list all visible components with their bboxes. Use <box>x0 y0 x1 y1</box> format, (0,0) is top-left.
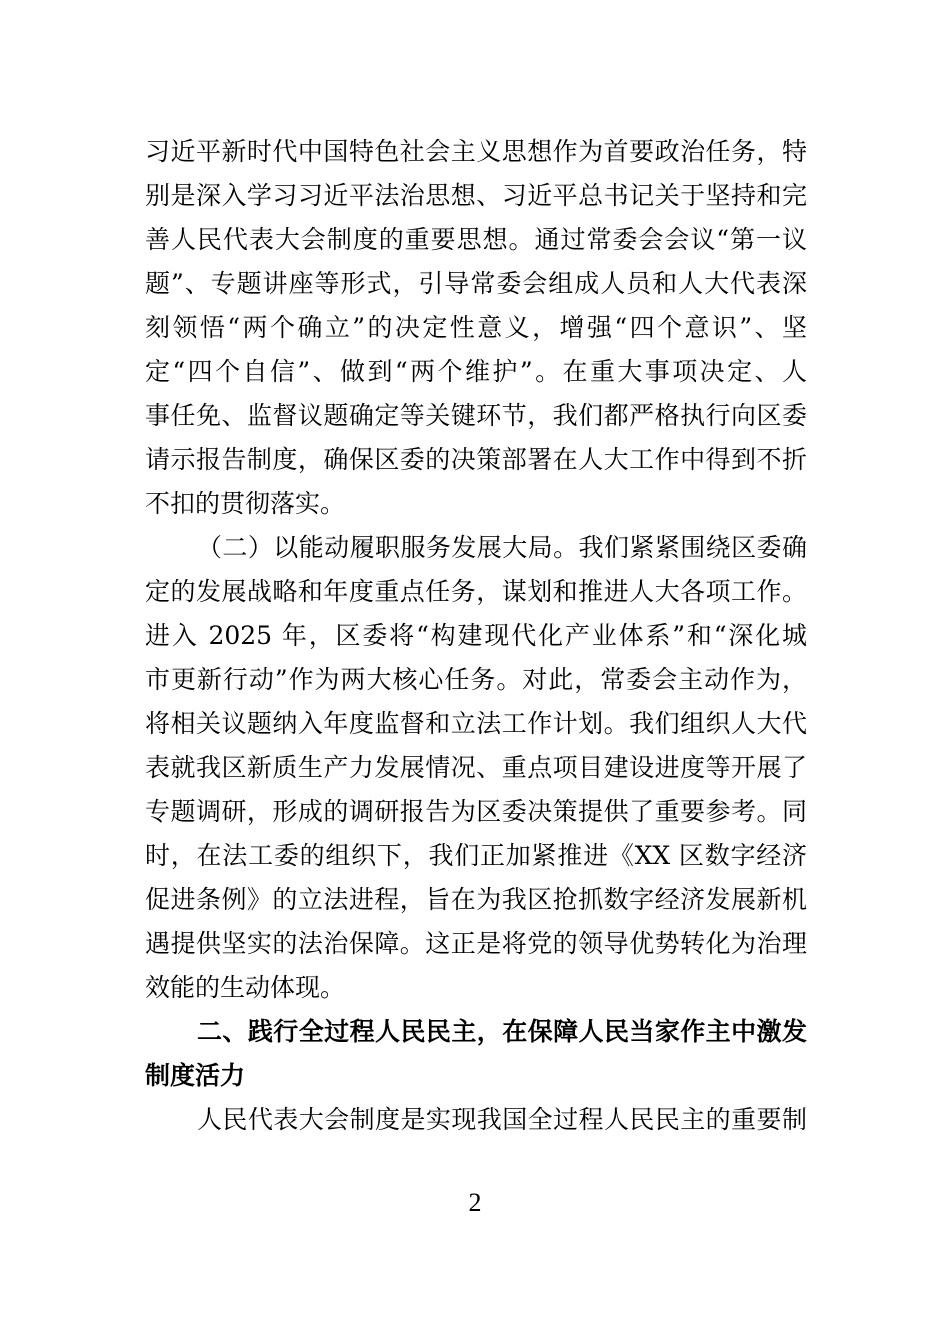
text-line: 善人民代表大会制度的重要思想。通过常委会会议“第一议 <box>145 225 807 254</box>
paragraph-3 <box>145 1098 807 1142</box>
text-line: 将相关议题纳入年度监督和立法工作计划。我们组织人大代 <box>145 709 807 738</box>
text-line: 遇提供坚实的法治保障。这正是将党的领导优势转化为治理 <box>145 929 807 958</box>
text-line: 别是深入学习习近平法治思想、习近平总书记关于坚持和完 <box>145 181 807 210</box>
paragraph-2 <box>145 526 807 1010</box>
text-line: 题”、专题讲座等形式，引导常委会组成人员和人大代表深 <box>145 269 807 298</box>
text-line: 刻领悟“两个确立”的决定性意义，增强“四个意识”、坚 <box>145 313 807 342</box>
heading-line: 制度活力 <box>145 1061 246 1090</box>
text-line: 请示报告制度，确保区委的决策部署在人大工作中得到不折 <box>145 445 807 474</box>
text-line: 市更新行动”作为两大核心任务。对此，常委会主动作为， <box>145 665 807 694</box>
heading-line: 二、践行全过程人民民主，在保障人民当家作主中激发 <box>197 1017 807 1046</box>
section-heading <box>145 1010 807 1098</box>
text-line: 时，在法工委的组织下，我们正加紧推进《XX 区数字经济 <box>145 841 807 870</box>
text-line: 效能的生动体现。 <box>145 973 346 1002</box>
paragraph-1 <box>145 130 807 526</box>
text-line: 事任免、监督议题确定等关键环节，我们都严格执行向区委 <box>145 401 807 430</box>
text-line: 促进条例》的立法进程，旨在为我区抢抓数字经济发展新机 <box>145 885 807 914</box>
text-line: 进入 2025 年，区委将“构建现代化产业体系”和“深化城 <box>145 621 807 650</box>
text-line: 定“四个自信”、做到“两个维护”。在重大事项决定、人 <box>145 357 807 386</box>
text-line: （二）以能动履职服务发展大局。我们紧紧围绕区委确 <box>197 533 807 562</box>
page-number: 2 <box>468 1188 482 1217</box>
text-line: 人民代表大会制度是实现我国全过程人民民主的重要制 <box>197 1105 807 1134</box>
text-line: 定的发展战略和年度重点任务，谋划和推进人大各项工作。 <box>145 577 807 606</box>
text-line: 专题调研，形成的调研报告为区委决策提供了重要参考。同 <box>145 797 807 826</box>
document-body <box>145 130 807 1142</box>
text-line: 习近平新时代中国特色社会主义思想作为首要政治任务，特 <box>145 137 807 166</box>
text-line: 不扣的贯彻落实。 <box>145 489 346 518</box>
text-line: 表就我区新质生产力发展情况、重点项目建设进度等开展了 <box>145 753 807 782</box>
